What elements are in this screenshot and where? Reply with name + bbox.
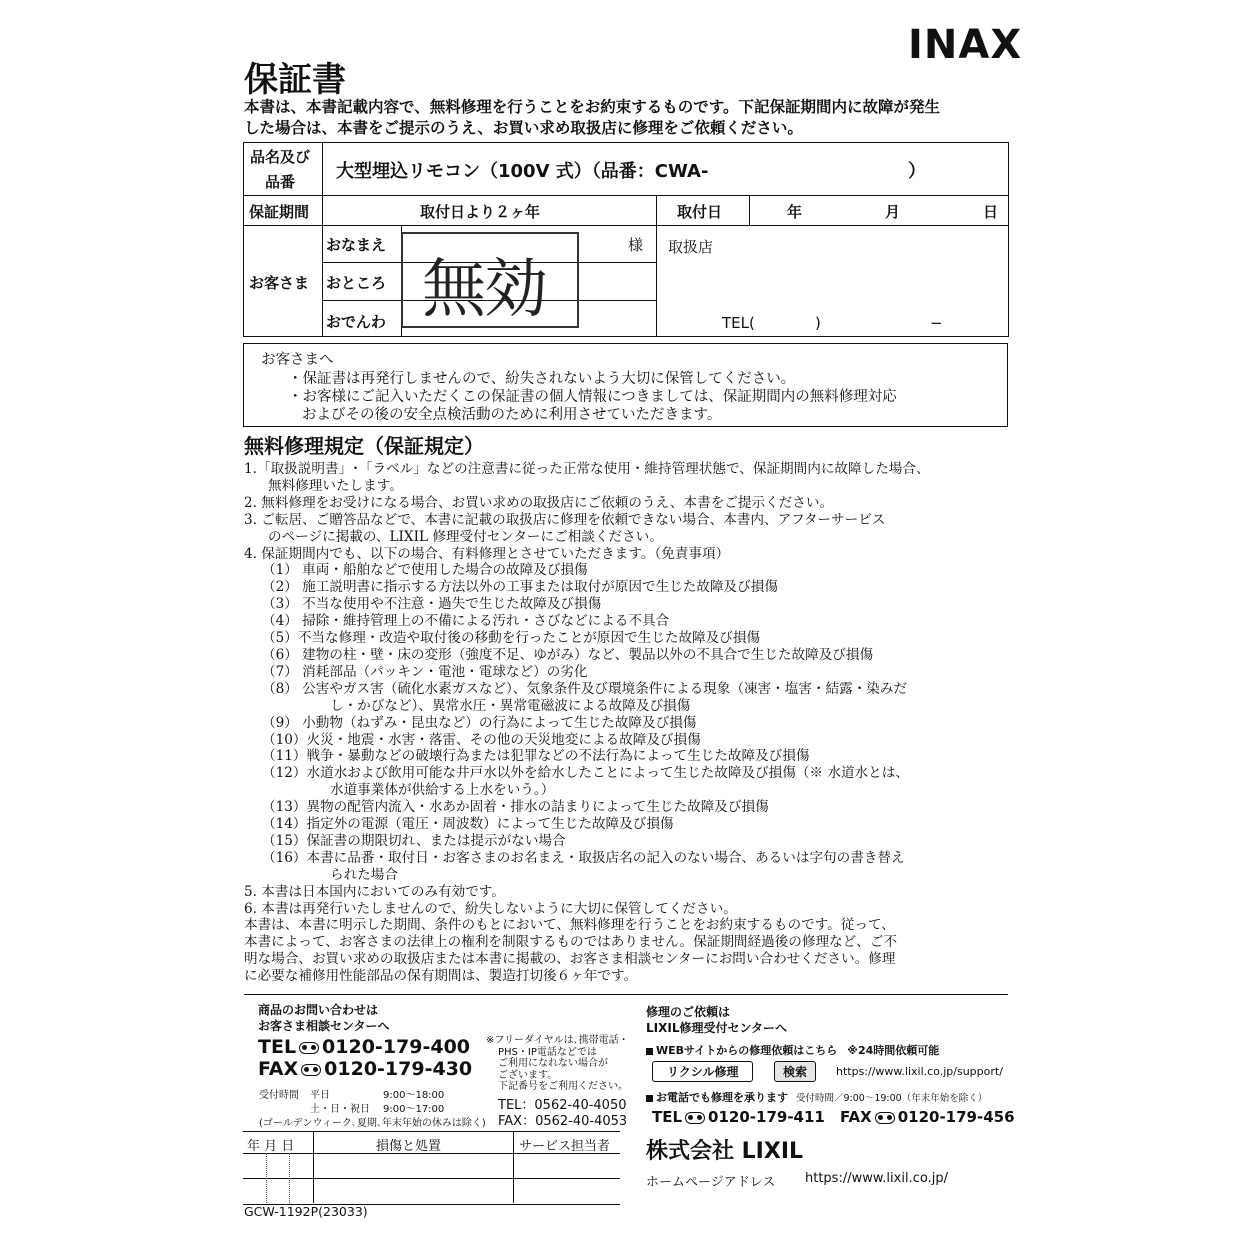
void-stamp: 無効 [422,253,546,327]
note-line: ※フリーダイヤルは､携帯電話・ [486,1035,629,1046]
phone-label: お電話でも修理を承ります [656,1091,788,1104]
intro-line: した場合は、本書をご提示のうえ、お買い求め取扱店に修理をご依頼ください。 [244,119,803,137]
notice-line: ・お客様にご記入いただくこの保証書の個人情報につきましては、保証期間内の無料修理対応 [288,389,897,405]
customer-fax [258,1058,472,1080]
homepage-url[interactable]: https://www.lixil.co.jp/ [805,1171,948,1186]
phone-request [646,1089,987,1105]
month-label: 月 [885,203,901,221]
divider [243,1178,620,1179]
rule-item: 5. 本書は日本国内においてのみ有効です。 [244,883,505,900]
closing-line: に必要な補修用性能部品の保有期間は、製造打切後６ヶ年です。 [244,968,638,985]
dealer-tel-close: ) [815,314,821,332]
name-label: おなまえ [326,236,387,254]
log-staff-header: サービス担当者 [519,1139,611,1154]
fax-label: FAX [258,1058,299,1080]
exemption-item: （1） 車両・船舶などで使用した場合の故障及び損傷 [262,562,588,579]
divider [513,1131,514,1203]
exemption-item: （13）異物の配管内流入・水あか固着・排水の詰まりによって生じた故障及び損傷 [262,799,769,816]
dealer-tel-label: TEL( [722,314,755,332]
document-code: GCW-1192P(23033) [244,1204,368,1219]
rules-list [244,461,1014,985]
rule-item: 1.「取扱説明書」･「ラベル」などの注意書に従った正常な使用・維持管理状態で、保証期間内に故障した場合、 [244,461,930,477]
exemption-item: （2） 施工説明書に指示する方法以外の工事または取付が原因で生じた故障及び損傷 [262,579,778,596]
freedial-icon [301,1064,321,1076]
exemption-item: （10）火災・地震・水害・落雷、その他の天災地変による故障及び損傷 [262,731,701,748]
rule-item: のページに掲載の、LIXIL 修理受付センターにご相談ください。 [268,528,663,545]
exemption-item: （9） 小動物（ねずみ・昆虫など）の行為によって生じた故障及び損傷 [262,714,697,731]
rule-item: 無料修理いたします。 [268,477,403,494]
support-url[interactable]: https://www.lixil.co.jp/support/ [836,1065,1003,1078]
exemption-item: （7） 消耗部品（パッキン・電池・電球など）の劣化 [262,663,588,680]
note-line: 下記番号をご利用ください。 [498,1081,628,1092]
day-label: 日 [983,203,999,221]
exemption-item: （4） 掃除・維持管理上の不備による汚れ・さびなどによる不具合 [262,613,670,630]
weekday-label: 平日 [310,1090,330,1101]
rule-item: 2. 無料修理をお受けになる場合、お買い求めの取扱店にご依頼のうえ、本書をご提示ください。 [244,494,834,511]
period-value: 取付日より２ヶ年 [420,203,541,221]
exemption-item: 水道事業体が供給する上水をいう。） [330,782,555,799]
intro-text [244,97,1014,139]
dealer-tel-dash: − [930,314,943,332]
address-label: おところ [326,274,387,292]
notice-heading: お客さまへ [261,352,334,368]
fax-number: 0120-179-456 [897,1108,1015,1126]
rule-item: 6. 本書は再発行いたしませんので、紛失しないように大切に保管してください。 [244,900,737,917]
freedial-icon [875,1112,895,1124]
exemption-item: （15）保証書の期限切れ、または提示がない場合 [262,832,566,849]
divider [243,225,1009,226]
repair-heading: 修理のご依頼は [646,1005,731,1019]
web-request [646,1042,939,1058]
exemption-item: （14）指定外の電源（電圧・周波数）によって生じた故障及び損傷 [262,816,674,833]
install-date-label: 取付日 [677,203,723,221]
customer-tel [258,1036,470,1058]
customer-notice [243,343,1008,427]
freedial-icon [685,1112,705,1124]
phone-hours: 受付時間／9:00～19:00（年末年始を除く） [796,1093,988,1104]
period-label: 保証期間 [249,203,310,221]
brand-logo: INAX [908,22,1023,68]
exemption-item: （3） 不当な使用や不注意・過失で生じた故障及び損傷 [262,596,602,613]
product-label: 品名及び [250,148,311,166]
product-close: ） [908,161,926,182]
fax-number: 0120-179-430 [324,1058,473,1080]
notice-line: ・保証書は再発行しませんので、紛失されないよう大切に保管してください。 [288,371,796,387]
customer-label: お客さま [249,274,310,292]
notice-line: およびその後の安全点検活動のために利用させていただきます。 [302,407,722,423]
divider [749,195,750,225]
homepage-label: ホームページアドレス [646,1175,776,1190]
exemption-item: （6） 建物の柱・壁・床の変形（強度不足、ゆがみ）など、製品以外の不具合で生じた故障及び損傷 [262,646,874,663]
exemption-item: （16）本書に品番・取付日・お客さまのお名まえ・取扱店名の記入のない場合、あるいは字句の書き替え [262,849,905,866]
search-input[interactable]: リクシル修理 [652,1061,753,1082]
exemption-item: られた場合 [330,866,398,883]
tel-label: TEL [652,1108,683,1126]
exemption-item: （8） 公害やガス害（硫化水素ガスなど）、気象条件及び環境条件による現象（凍害・塩害・結露・染みだ [262,680,908,697]
alt-fax: FAX：0562-40-4053 [498,1114,628,1129]
search-button[interactable]: 検索 [774,1061,816,1082]
freedial-icon [299,1042,319,1054]
weekday-hours: 9:00～18:00 [383,1090,445,1101]
search-button-wrap[interactable] [774,1061,816,1082]
note-line: ご利用になれない場合が [498,1058,608,1069]
exemption-item: し・かびなど）、異常水圧・異常電磁波による故障及び損傷 [330,697,691,714]
divider [243,195,1009,196]
exemption-item: （12）水道水および飲用可能な井戸水以外を給水したことによって生じた故障及び損傷（※ 水道水とは、 [262,765,909,782]
repair-tel [652,1108,825,1126]
divider [313,1131,314,1203]
dealer-label: 取扱店 [668,238,714,256]
intro-line: 本書は、本書記載内容で、無料修理を行うことをお約束するものです。下記保証期間内に故障が発生 [244,98,940,116]
product-label: 品番 [265,173,296,191]
product-value: 大型埋込リモコン（100V 式）（品番：CWA- [336,161,709,182]
divider [322,142,323,337]
bullet-icon [646,1048,653,1055]
alt-tel: TEL：0562-40-4050 [498,1098,627,1113]
rules-title: 無料修理規定（保証規定） [244,434,484,458]
phone-label: おでんわ [326,313,386,331]
closing-line: 本書によって、お客さまの法律上の権利を制限するものではありません。保証期間経過後の修理など、ご不 [244,934,898,951]
weekend-label: 土・日・祝日 [310,1104,370,1115]
honorific: 様 [628,236,644,254]
divider [266,1153,267,1203]
closing-line: 明な場合、お買い求めの取扱店または本書に掲載の、お客さま相談センターにお問い合わせください。修理 [244,951,896,968]
rule-item: 3. ご転居、ご贈答品などで、本書に記載の取扱店に修理を依頼できない場合、本書内、アフターサービス [244,511,886,528]
repair-heading: LIXIL修理受付センターへ [646,1021,787,1035]
year-label: 年 [787,203,803,221]
closing-line: 本書は、本書に明示した期間、条件のもとにおいて、無料修理を行うことをお約束するものです。従って、 [244,917,895,934]
web-note: ※24時間依頼可能 [847,1044,940,1057]
search-box[interactable] [652,1061,753,1082]
contact-heading: お客さま相談センターへ [258,1019,390,1033]
repair-fax [840,1108,1015,1126]
note-line: PHS・IP電話などでは [498,1046,597,1058]
tel-number: 0120-179-411 [708,1108,825,1126]
holiday-note: (ゴールデンウィーク､夏期､年末年始の休みは除く) [259,1118,486,1129]
divider [656,195,657,337]
section-divider [244,994,1008,995]
exemption-item: （5）不当な修理・改造や取付後の移動を行ったことが原因で生じた故障及び損傷 [262,630,761,647]
rule-item: 4. 保証期間内でも、以下の場合、有料修理とさせていただきます。（免責事項） [244,545,730,562]
contact-heading: 商品のお問い合わせは [258,1003,379,1017]
company-name: 株式会社 LIXIL [646,1139,804,1164]
exemption-item: （11）戦争・暴動などの破壊行為または犯罪などの不法行為によって生じた故障及び損傷 [262,748,810,765]
tel-number: 0120-179-400 [322,1036,471,1058]
page-title: 保証書 [244,60,346,100]
log-date-header: 年 月 日 [247,1139,295,1154]
bullet-icon [646,1095,653,1102]
tel-label: TEL [258,1036,297,1058]
log-damage-header: 損傷と処置 [376,1139,442,1154]
divider [289,1153,290,1203]
hours-label: 受付時間 [259,1090,299,1101]
fax-label: FAX [840,1108,872,1126]
web-label: WEBサイトからの修理依頼はこちら [656,1044,838,1057]
freedial-note [486,1035,629,1093]
weekend-hours: 9:00～17:00 [383,1104,445,1115]
note-line: ございます。 [498,1069,558,1081]
